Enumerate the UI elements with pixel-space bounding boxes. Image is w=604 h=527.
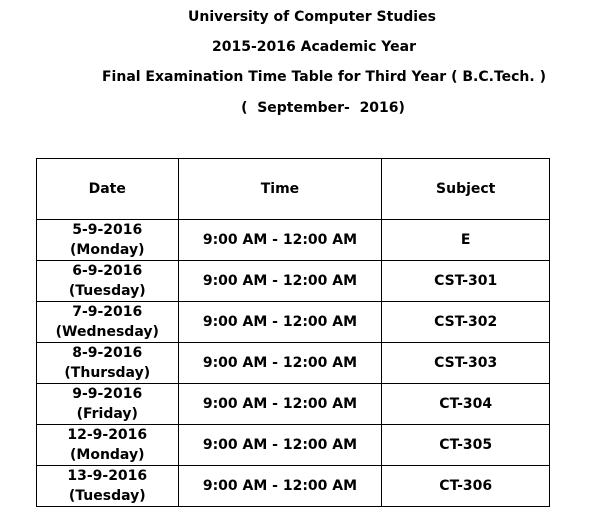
exam-day: (Wednesday) <box>55 324 159 340</box>
academic-year: 2015-2016 Academic Year <box>212 39 416 55</box>
column-header-subject: Subject <box>382 159 550 220</box>
subject-cell: E <box>382 220 550 261</box>
table-row <box>37 261 550 302</box>
table-row <box>37 425 550 466</box>
time-cell: 9:00 AM - 12:00 AM <box>178 343 382 384</box>
document-header <box>0 0 604 130</box>
exam-day: (Tuesday) <box>68 283 146 299</box>
table-row <box>37 384 550 425</box>
table-header-row <box>37 159 550 220</box>
time-cell: 9:00 AM - 12:00 AM <box>178 302 382 343</box>
time-cell: 9:00 AM - 12:00 AM <box>178 261 382 302</box>
table-row <box>37 343 550 384</box>
time-cell: 9:00 AM - 12:00 AM <box>178 466 382 507</box>
exam-date: 13-9-2016 <box>67 468 148 484</box>
exam-date: 5-9-2016 <box>72 222 143 238</box>
subject-cell: CT-305 <box>382 425 550 466</box>
column-header-time: Time <box>178 159 382 220</box>
exam-day: (Monday) <box>70 447 145 463</box>
exam-day: (Thursday) <box>64 365 151 381</box>
subject-cell: CST-303 <box>382 343 550 384</box>
table-row <box>37 302 550 343</box>
date-cell <box>37 261 179 302</box>
exam-date: 12-9-2016 <box>67 427 148 443</box>
exam-date: 9-9-2016 <box>72 386 143 402</box>
date-cell <box>37 466 179 507</box>
date-cell <box>37 220 179 261</box>
timetable-title: Final Examination Time Table for Third Year ( B.C.Tech. ) <box>101 69 546 85</box>
date-cell <box>37 343 179 384</box>
exam-month: ( September- 2016) <box>241 100 405 116</box>
exam-date: 8-9-2016 <box>72 345 143 361</box>
exam-date: 7-9-2016 <box>72 304 143 320</box>
subject-cell: CT-306 <box>382 466 550 507</box>
date-cell <box>37 425 179 466</box>
time-cell: 9:00 AM - 12:00 AM <box>178 384 382 425</box>
table-row <box>37 220 550 261</box>
subject-cell: CST-302 <box>382 302 550 343</box>
exam-timetable <box>36 158 550 507</box>
exam-day: (Monday) <box>70 242 145 258</box>
subject-cell: CST-301 <box>382 261 550 302</box>
date-cell <box>37 384 179 425</box>
university-name: University of Computer Studies <box>188 9 436 25</box>
date-cell <box>37 302 179 343</box>
exam-day: (Tuesday) <box>68 488 146 504</box>
time-cell: 9:00 AM - 12:00 AM <box>178 425 382 466</box>
time-cell: 9:00 AM - 12:00 AM <box>178 220 382 261</box>
exam-date: 6-9-2016 <box>72 263 143 279</box>
column-header-date: Date <box>37 159 179 220</box>
exam-day: (Friday) <box>76 406 138 422</box>
table-row <box>37 466 550 507</box>
subject-cell: CT-304 <box>382 384 550 425</box>
